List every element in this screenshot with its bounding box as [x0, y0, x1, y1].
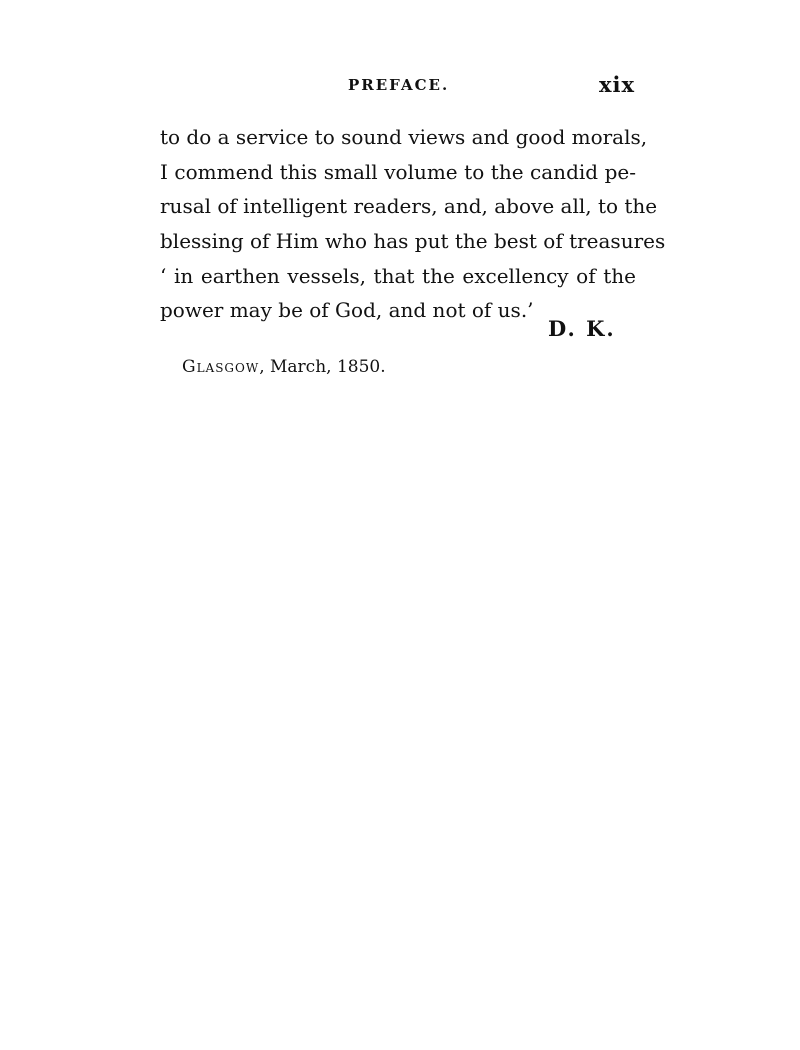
text-line: to do a service to sound views and good morals, — [160, 125, 648, 149]
body-paragraph — [160, 120, 666, 328]
text-line: blessing of Him who has put the best of treasures — [160, 229, 666, 254]
dateline-date: , March, 1850. — [259, 357, 386, 377]
text-line: I commend this small volume to the candid pe- — [160, 159, 636, 184]
text-line: rusal of intelligent readers, and, above all, to the — [160, 194, 658, 219]
running-head-title: PREFACE. — [348, 76, 450, 94]
dateline — [182, 357, 386, 377]
text-line: ‘ in earthen vessels, that the excellency of the — [160, 263, 636, 288]
text-line: power may be of God, and not of us.’ — [160, 298, 534, 323]
dateline-place: Glasgow — [182, 357, 260, 377]
author-signature: D. K. — [548, 316, 616, 341]
page-number: xix — [599, 72, 636, 97]
